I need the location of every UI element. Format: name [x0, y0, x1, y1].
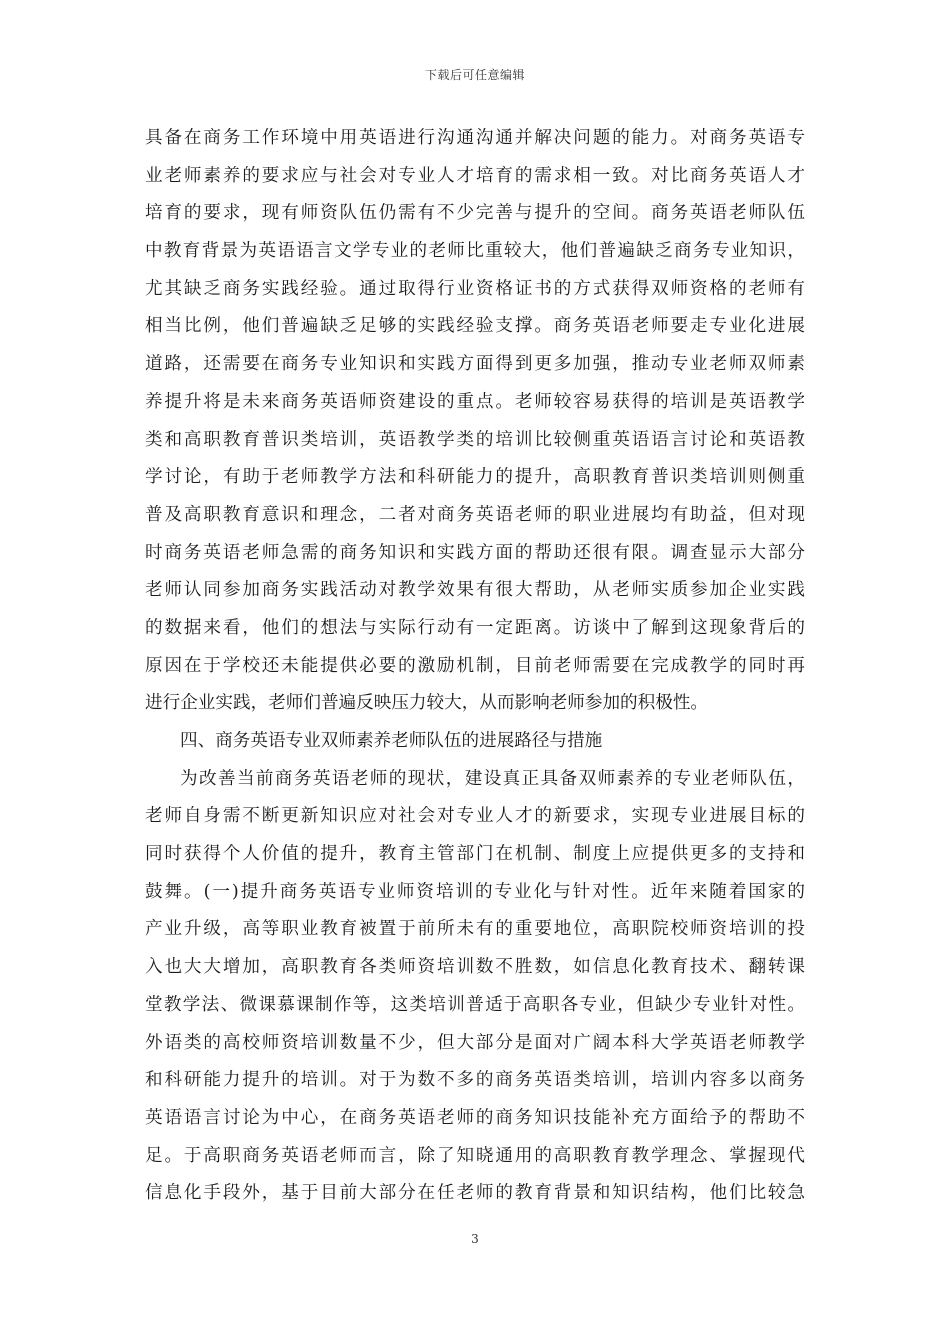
text-line: 道路，还需要在商务专业知识和实践方面得到更多加强，推动专业老师双师素 [145, 354, 805, 375]
text-line: 为改善当前商务英语老师的现状，建设真正具备双师素养的专业老师队伍， [180, 768, 805, 789]
text-line: 入也大大增加，高职教育各类师资培训数不胜数，如信息化教育技术、翻转课 [145, 957, 805, 978]
page-number: 3 [471, 1232, 479, 1246]
text-line: 老师认同参加商务实践活动对教学效果有很大帮助，从老师实质参加企业实践 [145, 580, 805, 601]
text-line: 的数据来看，他们的想法与实际行动有一定距离。访谈中了解到这现象背后的 [145, 617, 805, 638]
text-line: 产业升级，高等职业教育被置于前所未有的重要地位，高职院校师资培训的投 [145, 919, 805, 940]
text-line: 尤其缺乏商务实践经验。通过取得行业资格证书的方式获得双师资格的老师有 [145, 278, 805, 299]
text-line: 英语语言讨论为中心，在商务英语老师的商务知识技能补充方面给予的帮助不 [145, 1107, 805, 1128]
text-line: 和科研能力提升的培训。对于为数不多的商务英语类培训，培训内容多以商务 [145, 1070, 805, 1091]
text-line: 相当比例，他们普遍缺乏足够的实践经验支撑。商务英语老师要走专业化进展 [145, 316, 805, 337]
text-line: 业老师素养的要求应与社会对专业人才培育的需求相一致。对比商务英语人才 [145, 165, 805, 186]
text-line: 鼓舞。(一)提升商务英语专业师资培训的专业化与针对性。近年来随着国家的 [145, 881, 805, 902]
text-line: 时商务英语老师急需的商务知识和实践方面的帮助还很有限。调查显示大部分 [145, 542, 805, 563]
text-line: 中教育背景为英语语言文学专业的老师比重较大，他们普遍缺乏商务专业知识， [145, 241, 805, 262]
text-line: 具备在商务工作环境中用英语进行沟通沟通并解决问题的能力。对商务英语专 [145, 128, 805, 148]
text-line: 足。于高职商务英语老师而言，除了知晓通用的高职教育教学理念、掌握现代 [145, 1145, 805, 1166]
text-line: 普及高职教育意识和理念，二者对商务英语老师的职业进展均有助益，但对现 [145, 504, 805, 525]
text-line: 培育的要求，现有师资队伍仍需有不少完善与提升的空间。商务英语老师队伍 [145, 203, 805, 224]
text-line: 养提升将是未来商务英语师资建设的重点。老师较容易获得的培训是英语教学 [145, 391, 805, 412]
text-line: 老师自身需不断更新知识应对社会对专业人才的新要求，实现专业进展目标的 [145, 806, 805, 827]
text-line: 原因在于学校还未能提供必要的激励机制，目前老师需要在完成教学的同时再 [145, 655, 805, 676]
text-line: 同时获得个人价值的提升，教育主管部门在机制、制度上应提供更多的支持和 [145, 844, 805, 865]
text-line: 堂教学法、微课慕课制作等，这类培训普适于高职各专业，但缺少专业针对性。 [145, 994, 805, 1015]
text-line: 进行企业实践，老师们普遍反映压力较大，从而影响老师参加的积极性。 [145, 693, 709, 714]
text-line: 外语类的高校师资培训数量不少，但大部分是面对广阔本科大学英语老师教学 [145, 1032, 805, 1053]
section-heading: 四、商务英语专业双师素养老师队伍的进展路径与措施 [180, 731, 603, 751]
body-text [145, 120, 805, 1213]
header-note: 下载后可任意编辑 [424, 68, 525, 82]
text-line: 类和高职教育普识类培训，英语教学类的培训比较侧重英语语言讨论和英语教 [145, 429, 805, 450]
text-line: 信息化手段外，基于目前大部分在任老师的教育背景和知识结构，他们比较急 [145, 1183, 805, 1204]
text-line: 学讨论，有助于老师教学方法和科研能力的提升，高职教育普识类培训则侧重 [145, 467, 805, 488]
